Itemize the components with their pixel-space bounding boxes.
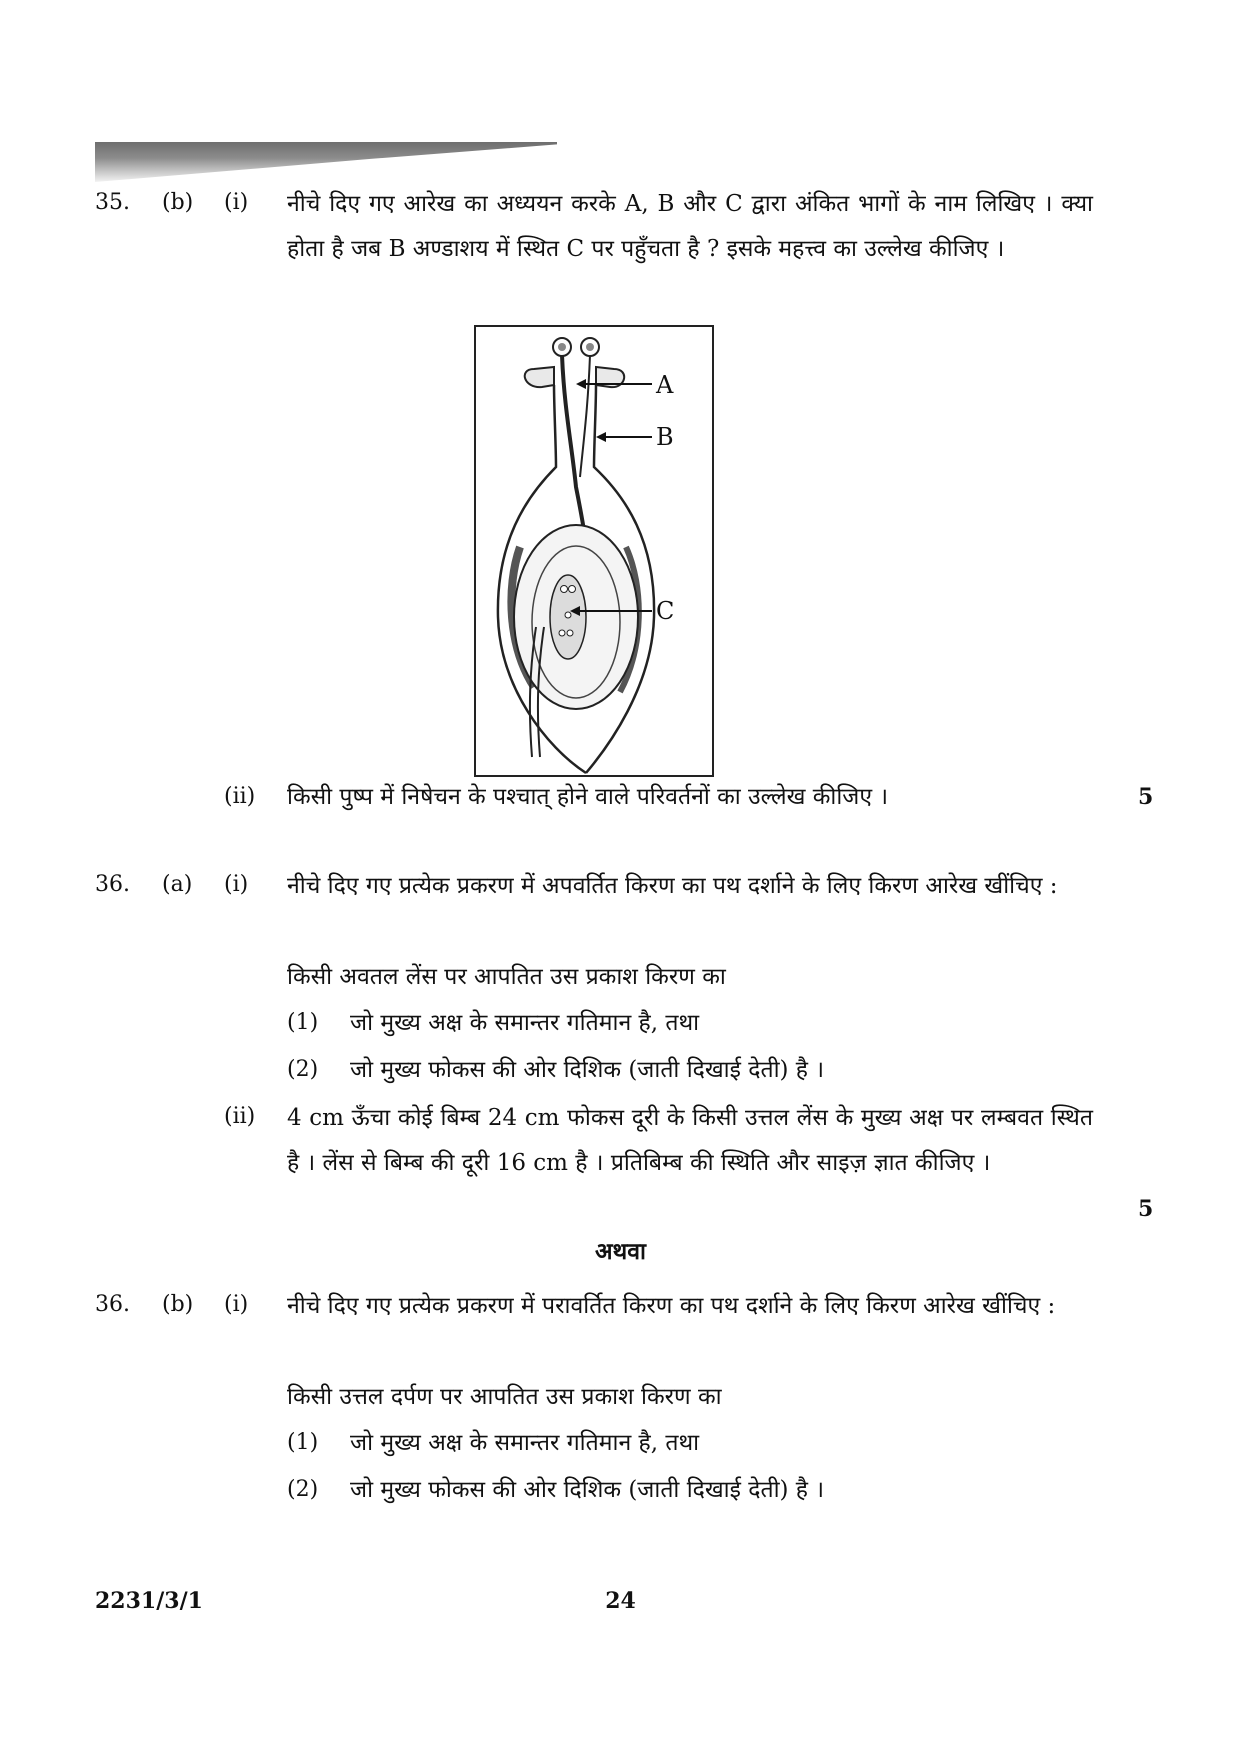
sub-question-label: (ii) [224,784,256,809]
label-c: C [656,597,675,625]
label-b: B [656,423,674,451]
marks: 5 [1138,1196,1154,1222]
question-number: 36. [95,1292,130,1317]
question-part: (b) [162,1292,194,1317]
sub-question-label: (i) [224,1292,249,1317]
page-number: 24 [605,1588,636,1614]
list-item-text: जो मुख्य फोकस की ओर दिशिक (जाती दिखाई देती) है । [350,1057,825,1083]
header-decoration-bar [95,142,557,182]
marks: 5 [1138,784,1154,810]
pistil-diagram [474,325,714,777]
list-item-number: (2) [287,1477,319,1502]
question-text: 4 cm ऊँचा कोई बिम्ब 24 cm फोकस दूरी के किसी उत्तल लेंस के मुख्य अक्ष पर लम्बवत स्थित है । लेंस से बिम्ब की दूरी 16 cm है । प्रतिबिम्ब की स्थिति और साइज़ ज्ञात कीजिए । [287,1105,1093,1176]
list-item-text: जो मुख्य अक्ष के समान्तर गतिमान है, तथा [350,1430,700,1456]
question-text: नीचे दिए गए प्रत्येक प्रकरण में परावर्तित किरण का पथ दर्शाने के लिए किरण आरेख खींचिए : [287,1293,1056,1319]
paper-code: 2231/3/1 [95,1588,203,1614]
question-number: 35. [95,190,130,215]
question-lead-text: किसी उत्तल दर्पण पर आपतित उस प्रकाश किरण का [287,1384,722,1410]
question-part: (b) [162,190,194,215]
list-item-number: (1) [287,1010,319,1035]
list-item-text: जो मुख्य अक्ष के समान्तर गतिमान है, तथा [350,1010,700,1036]
or-label: अथवा [594,1238,646,1265]
question-text: नीचे दिए गए आरेख का अध्ययन करके A, B और C द्वारा अंकित भागों के नाम लिखिए । क्या होता है जब B अण्डाशय में स्थित C पर पहुँचता है ? इसके महत्त्व का उल्लेख कीजिए । [287,191,1093,262]
sub-question-label: (i) [224,872,249,897]
sub-question-label: (i) [224,190,249,215]
question-number: 36. [95,872,130,897]
list-item-number: (1) [287,1430,319,1455]
sub-question-label: (ii) [224,1104,256,1129]
label-a: A [656,371,674,399]
list-item-number: (2) [287,1057,319,1082]
question-text: नीचे दिए गए प्रत्येक प्रकरण में अपवर्तित किरण का पथ दर्शाने के लिए किरण आरेख खींचिए : [287,873,1058,899]
question-part: (a) [162,872,193,897]
question-lead-text: किसी अवतल लेंस पर आपतित उस प्रकाश किरण का [287,964,726,990]
question-text: किसी पुष्प में निषेचन के पश्चात् होने वाले परिवर्तनों का उल्लेख कीजिए । [287,784,889,810]
list-item-text: जो मुख्य फोकस की ओर दिशिक (जाती दिखाई देती) है । [350,1477,825,1503]
